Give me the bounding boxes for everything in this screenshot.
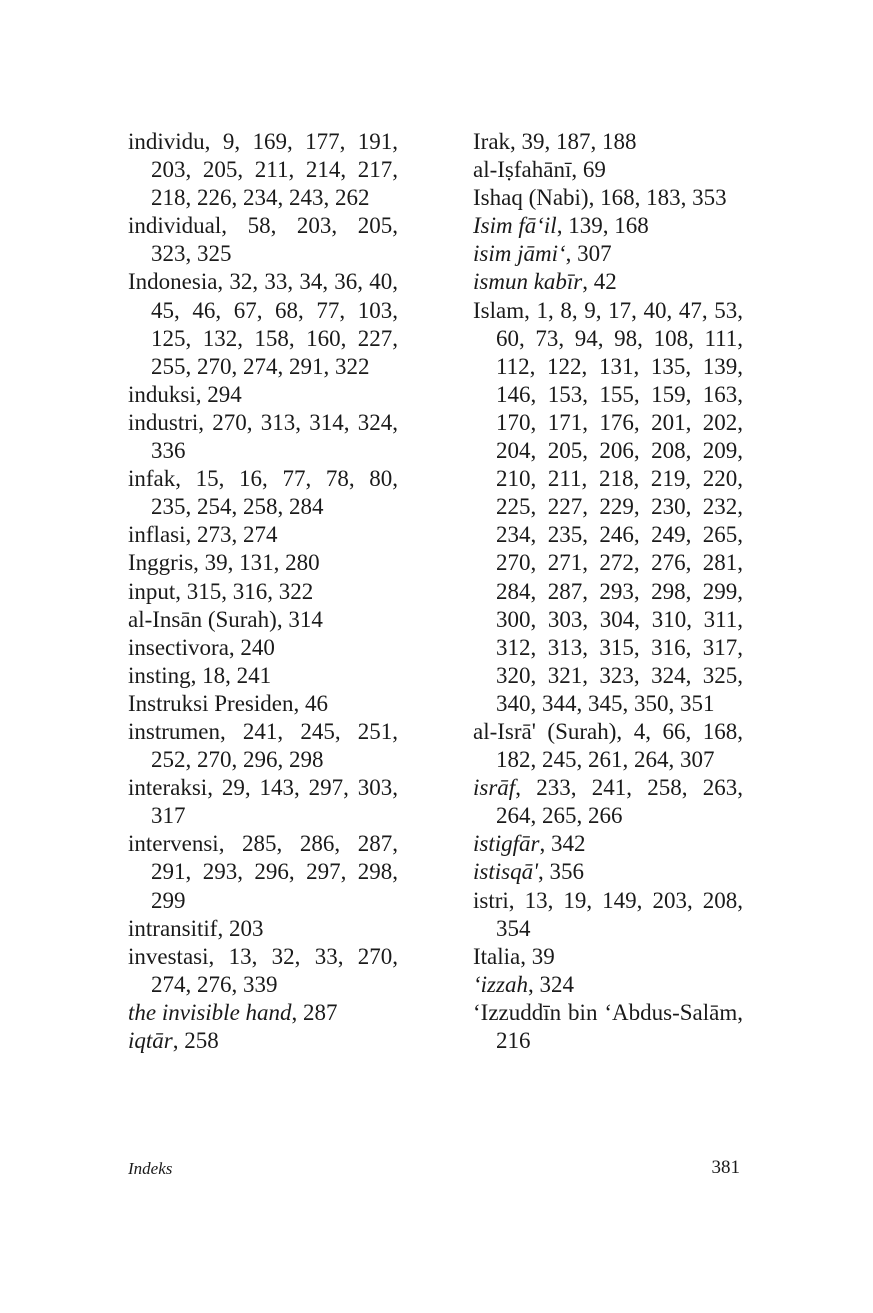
- index-term: inflasi: [128, 522, 186, 548]
- index-entry: [128, 381, 398, 409]
- index-entry: [128, 549, 398, 577]
- index-refs: , 307: [565, 241, 612, 267]
- index-entry: [473, 268, 743, 296]
- index-entry: [473, 212, 743, 240]
- index-entry: [473, 971, 743, 999]
- index-entry: [128, 409, 398, 465]
- index-entry: [128, 718, 398, 774]
- index-refs: , 315, 316, 322: [175, 578, 314, 604]
- index-term: Italia: [473, 943, 521, 969]
- index-term: intransitif: [128, 915, 218, 941]
- index-term: interaksi: [128, 775, 208, 801]
- index-entry: [473, 184, 743, 212]
- index-entry: [473, 156, 743, 184]
- index-entry: [473, 999, 743, 1055]
- index-term: al-Insān (Surah): [128, 606, 277, 632]
- index-refs: , 258: [172, 1028, 219, 1053]
- index-entry: [473, 830, 743, 858]
- index-term: istigfār: [473, 831, 540, 857]
- index-refs: , 32, 33, 34, 36, 40, 45, 46, 67, 68, 77, 103, 125, 132, 158, 160, 227, 255, 270, 274, 291, 322: [151, 269, 398, 379]
- page-number: 381: [711, 1157, 740, 1178]
- index-refs: , 240: [228, 634, 275, 660]
- index-term: Ishaq (Nabi): [473, 185, 589, 211]
- index-refs: , 39, 187, 188: [510, 129, 637, 154]
- index-entry: [473, 858, 743, 886]
- index-term: individu: [128, 129, 205, 154]
- index-entry: [473, 887, 743, 943]
- index-refs: , 58, 203, 205, 323, 325: [151, 213, 398, 267]
- index-entry: [473, 240, 743, 268]
- index-refs: , 42: [582, 269, 617, 295]
- index-entry: [128, 606, 398, 634]
- index-entry: [128, 830, 398, 914]
- index-column-left: [128, 128, 398, 1055]
- index-refs: , 287: [291, 999, 338, 1025]
- index-refs: , 241, 245, 251, 252, 270, 296, 298: [151, 718, 398, 773]
- running-footer-section: Indeks: [128, 1159, 173, 1178]
- index-term: isim jāmi‘: [473, 241, 566, 267]
- index-term: insectivora: [128, 634, 229, 660]
- index-term: input: [128, 578, 176, 604]
- index-entry: [128, 634, 398, 662]
- index-refs: , 39, 131, 280: [193, 550, 320, 576]
- index-refs: , 9, 169, 177, 191, 203, 205, 211, 214, 217, 218, 226, 234, 243, 262: [151, 129, 398, 211]
- index-refs: , 270, 313, 314, 324, 336: [151, 409, 398, 464]
- index-entry: [128, 578, 398, 606]
- index-refs: , 233, 241, 258, 263, 264, 265, 266: [496, 775, 743, 829]
- index-term: the invisible hand: [128, 999, 292, 1025]
- index-refs: , 18, 241: [190, 662, 272, 688]
- index-refs: , 13, 32, 33, 270, 274, 276, 339: [151, 943, 398, 997]
- index-term: intervensi: [128, 831, 219, 857]
- index-entry: [473, 943, 743, 971]
- index-refs: , 39: [520, 943, 555, 969]
- index-entry: [128, 521, 398, 549]
- index-term: instrumen: [128, 718, 220, 744]
- index-term: ‘izzah: [473, 971, 528, 997]
- index-entry: [128, 774, 398, 830]
- index-term: individual: [128, 213, 222, 239]
- index-entry: [128, 128, 398, 212]
- index-term: al-Iṣfahānī: [473, 157, 572, 183]
- index-refs: , 203: [217, 915, 264, 941]
- index-entry: [473, 128, 743, 156]
- index-refs: , 168, 183, 353: [588, 185, 727, 211]
- index-term: investasi: [128, 943, 209, 969]
- index-term: Isim fā‘il: [473, 213, 557, 239]
- index-refs: , 15, 16, 77, 78, 80, 235, 254, 258, 284: [151, 466, 398, 520]
- index-entry: [128, 690, 398, 718]
- index-entry: [128, 943, 398, 999]
- index-entry: [473, 718, 743, 774]
- index-refs: , 69: [571, 157, 606, 183]
- index-entry: [128, 999, 398, 1027]
- index-term: insting: [128, 662, 191, 688]
- index-refs: , 139, 168: [556, 213, 649, 239]
- index-term: istri: [473, 887, 509, 913]
- index-refs: , 285, 286, 287, 291, 293, 296, 297, 298, 299: [151, 831, 398, 913]
- index-refs: , 324: [527, 971, 574, 997]
- index-term: istisqā': [473, 859, 538, 885]
- index-entry: [473, 774, 743, 830]
- index-term: ismun kabīr: [473, 269, 583, 295]
- index-refs: , 216: [496, 999, 743, 1053]
- index-entry: [128, 268, 398, 380]
- index-refs: , 4, 66, 168, 182, 245, 261, 264, 307: [496, 718, 744, 773]
- index-term: Irak: [473, 129, 511, 154]
- index-entry: [128, 915, 398, 943]
- index-refs: , 356: [538, 859, 584, 885]
- index-term: induksi: [128, 381, 196, 407]
- index-entry: [128, 1027, 398, 1055]
- index-refs: , 1, 8, 9, 17, 40, 47, 53, 60, 73, 94, 98, 108, 111, 112, 122, 131, 135, 139, 146, 153, 155, 159, 163, 170, 171, 176, 201, 202, 204, 205, 206, 208, 209, 210, 211, 218, 219, 220, 225, 227, 229, 230, 232, 234, 235, 246, 249, 265, 270, 271, 272, 276, 281, 284, 287, 293, 298, 299, 300, 303, 304, 310, 311, 312, 313, 315, 316, 317, 320, 321, 323, 324, 325, 340, 344, 345, 350, 351: [496, 297, 743, 716]
- index-term: infak: [128, 466, 176, 492]
- index-refs: , 46: [293, 690, 328, 716]
- index-refs: , 13, 19, 149, 203, 208, 354: [496, 887, 743, 941]
- index-entry: [128, 662, 398, 690]
- index-term: industri: [128, 409, 199, 435]
- index-term: al-Isrā' (Surah): [473, 718, 617, 744]
- index-refs: , 342: [539, 831, 586, 857]
- index-term: isrāf: [473, 775, 516, 801]
- index-term: Instruksi Presiden: [128, 690, 294, 716]
- index-entry: [128, 212, 398, 268]
- index-term: Indonesia: [128, 269, 218, 295]
- index-refs: , 273, 274: [185, 522, 278, 548]
- index-term: ‘Izzuddīn bin ‘Abdus-Salām: [473, 999, 738, 1025]
- index-refs: , 294: [195, 381, 242, 407]
- index-column-right: [473, 128, 743, 1055]
- index-refs: , 314: [276, 606, 323, 632]
- index-term: Inggris: [128, 550, 194, 576]
- index-entry: [473, 297, 743, 718]
- index-refs: , 29, 143, 297, 303, 317: [151, 775, 398, 829]
- index-entry: [128, 465, 398, 521]
- index-term: iqtār: [128, 1028, 173, 1053]
- index-term: Islam: [473, 297, 525, 323]
